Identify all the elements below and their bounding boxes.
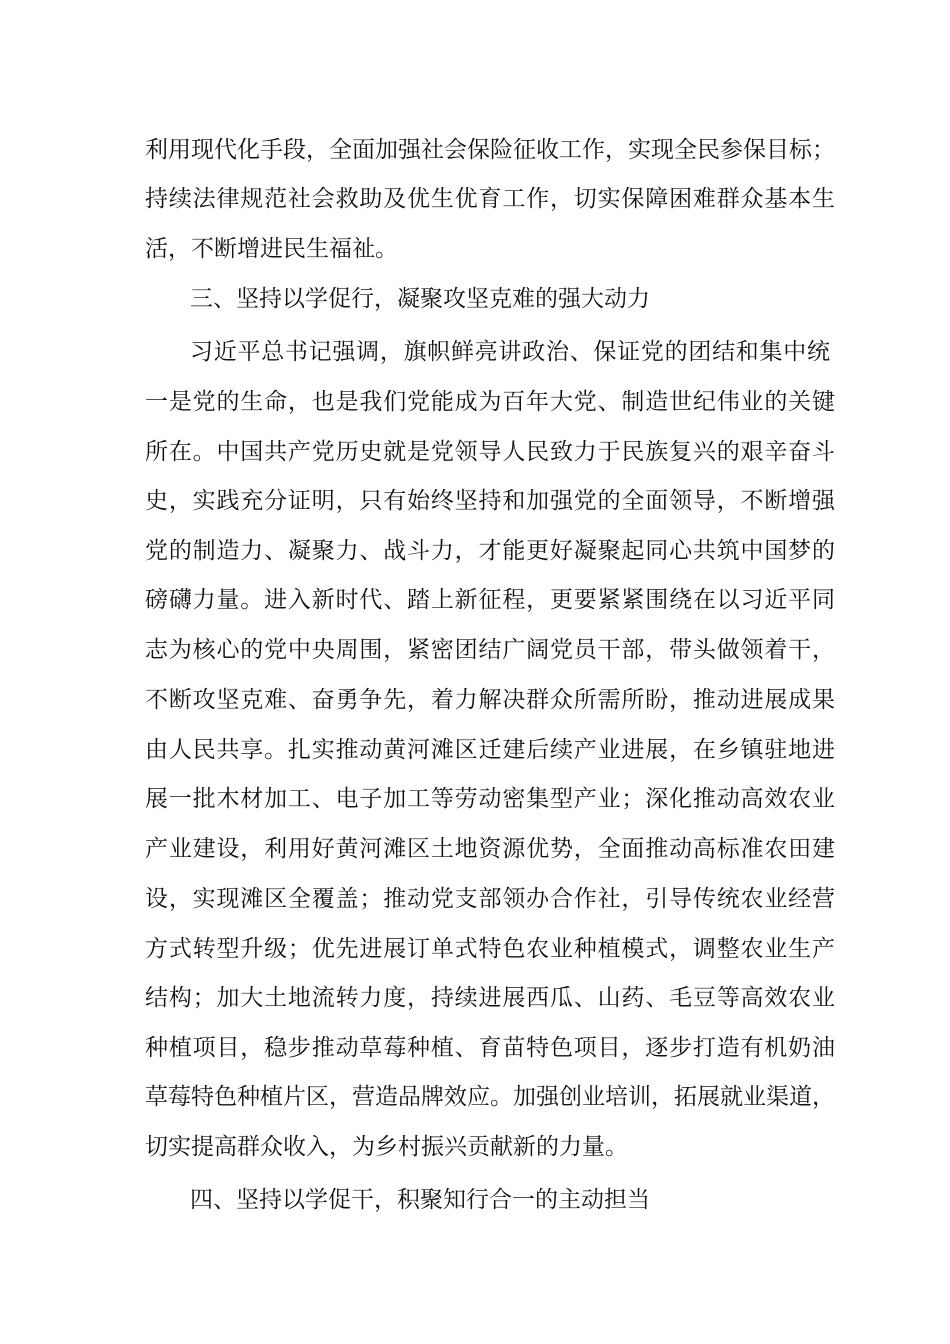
paragraph-line: 设，实现滩区全覆盖；推动党支部领办合作社，引导传统农业经营: [145, 886, 835, 912]
paragraph-line: 活，不断增进民生福祉。: [145, 236, 398, 262]
paragraph-line: 草莓特色种植片区，营造品牌效应。加强创业培训，拓展就业渠道，: [145, 1084, 835, 1110]
paragraph-line: 切实提高群众收入，为乡村振兴贡献新的力量。: [145, 1134, 628, 1160]
paragraph-line: 习近平总书记强调，旗帜鲜亮讲政治、保证党的团结和集中统: [190, 339, 830, 365]
paragraph-line: 方式转型升级；优先进展订单式特色农业种植模式，调整农业生产: [145, 936, 835, 962]
paragraph-line: 持续法律规范社会救助及优生优育工作，切实保障困难群众基本生: [145, 186, 835, 212]
section-heading: 三、坚持以学促行，凝聚攻坚克难的强大动力: [190, 286, 650, 312]
paragraph-line: 志为核心的党中央周围，紧密团结广阔党员干部，带头做领着干，: [145, 637, 835, 663]
section-heading: 四、坚持以学促干，积聚知行合一的主动担当: [190, 1187, 650, 1213]
paragraph-line: 利用现代化手段，全面加强社会保险征收工作，实现全民参保目标；: [145, 137, 835, 163]
paragraph-line: 史，实践充分证明，只有始终坚持和加强党的全面领导，不断增强: [145, 488, 835, 514]
paragraph-line: 磅礴力量。进入新时代、踏上新征程，更要紧紧围绕在以习近平同: [145, 587, 835, 613]
paragraph-line: 由人民共享。扎实推动黄河滩区迁建后续产业进展，在乡镇驻地进: [145, 737, 835, 763]
paragraph-line: 所在。中国共产党历史就是党领导人民致力于民族复兴的艰辛奋斗: [145, 439, 835, 465]
paragraph-line: 产业建设，利用好黄河滩区土地资源优势，全面推动高标准农田建: [145, 836, 835, 862]
paragraph-line: 一是党的生命，也是我们党能成为百年大党、制造世纪伟业的关键: [145, 389, 835, 415]
paragraph-line: 党的制造力、凝聚力、战斗力，才能更好凝聚起同心共筑中国梦的: [145, 538, 835, 564]
paragraph-line: 展一批木材加工、电子加工等劳动密集型产业；深化推动高效农业: [145, 786, 835, 812]
paragraph-line: 结构；加大土地流转力度，持续进展西瓜、山药、毛豆等高效农业: [145, 985, 835, 1011]
paragraph-line: 不断攻坚克难、奋勇争先，着力解决群众所需所盼，推动进展成果: [145, 687, 835, 713]
paragraph-line: 种植项目，稳步推动草莓种植、育苗特色项目，逐步打造有机奶油: [145, 1035, 835, 1061]
